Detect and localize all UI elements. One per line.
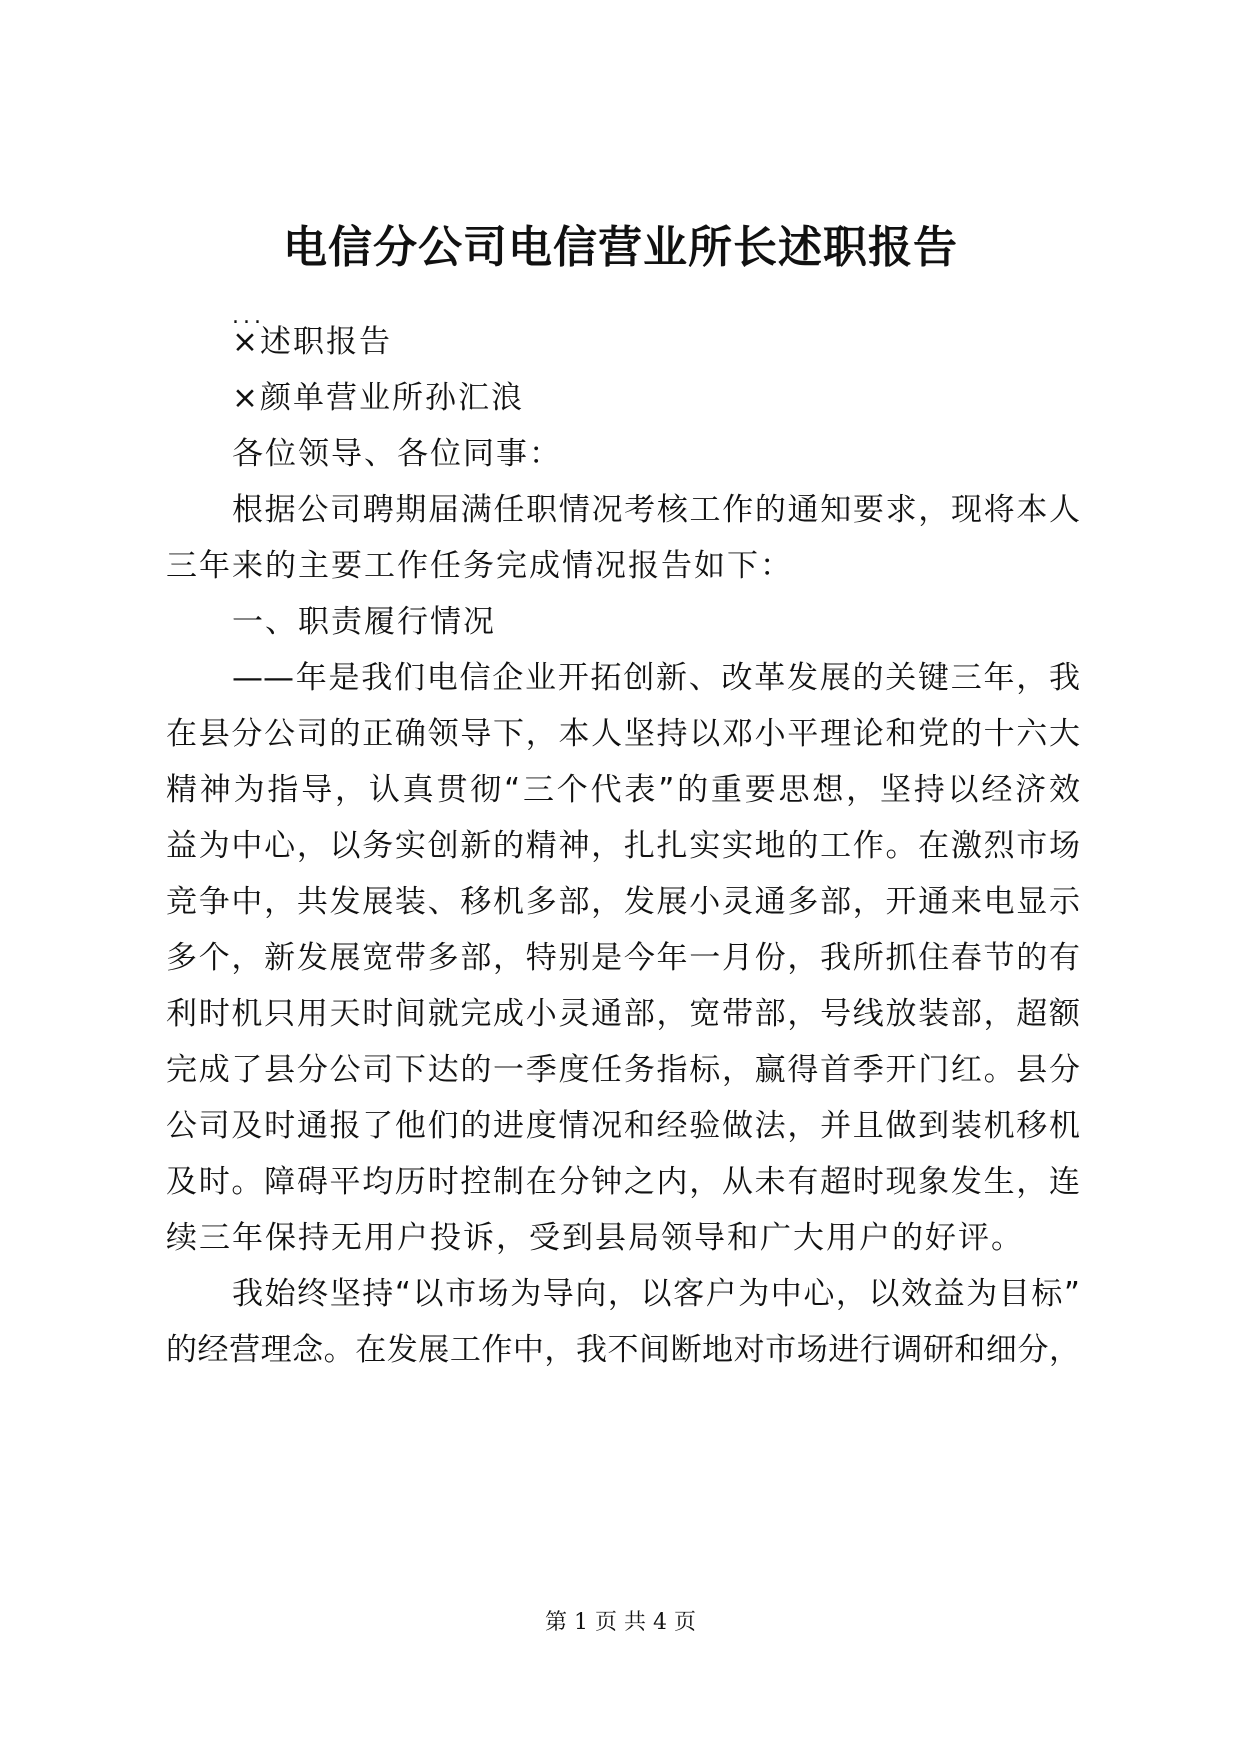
body-line: 续三年保持无用户投诉，受到县局领导和广大用户的好评。 (166, 1220, 1024, 1256)
page-footer: 第 1 页 共 4 页 (545, 1610, 696, 1635)
body-line: ——年是我们电信企业开拓创新、改革发展的关键三年，我 (232, 660, 1080, 696)
body-line: 完成了县分公司下达的一季度任务指标，赢得首季开门红。县分 (166, 1052, 1080, 1088)
section-heading: 一、职责履行情况 (232, 604, 496, 640)
body-line: 在县分公司的正确领导下，本人坚持以邓小平理论和党的十六大 (166, 716, 1080, 752)
body-line: 根据公司聘期届满任职情况考核工作的通知要求，现将本人 (232, 492, 1080, 528)
body-line: 公司及时通报了他们的进度情况和经验做法，并且做到装机移机 (166, 1108, 1080, 1144)
body-line: 我始终坚持“以市场为导向，以客户为中心，以效益为目标” (232, 1276, 1080, 1312)
document-title: 电信分公司电信营业所长述职报告 (283, 222, 958, 273)
ellipsis-marker: ... (232, 304, 265, 329)
body-line: 益为中心，以务实创新的精神，扎扎实实地的工作。在激烈市场 (166, 828, 1080, 864)
report-subtitle: ×述职报告 (232, 324, 392, 360)
body-line: 的经营理念。在发展工作中，我不间断地对市场进行调研和细分， (166, 1332, 1080, 1368)
body-line: 三年来的主要工作任务完成情况报告如下： (166, 548, 793, 584)
body-line: 精神为指导，认真贯彻“三个代表”的重要思想，坚持以经济效 (166, 772, 1080, 808)
body-line: 利时机只用天时间就完成小灵通部，宽带部，号线放装部，超额 (166, 996, 1080, 1032)
author-line: ×颜单营业所孙汇浪 (232, 380, 524, 416)
body-line: 竞争中，共发展装、移机多部，发展小灵通多部，开通来电显示 (166, 884, 1080, 920)
salutation: 各位领导、各位同事： (232, 436, 562, 472)
body-line: 多个，新发展宽带多部，特别是今年一月份，我所抓住春节的有 (166, 940, 1080, 976)
body-line: 及时。障碍平均历时控制在分钟之内，从未有超时现象发生，连 (166, 1164, 1080, 1200)
